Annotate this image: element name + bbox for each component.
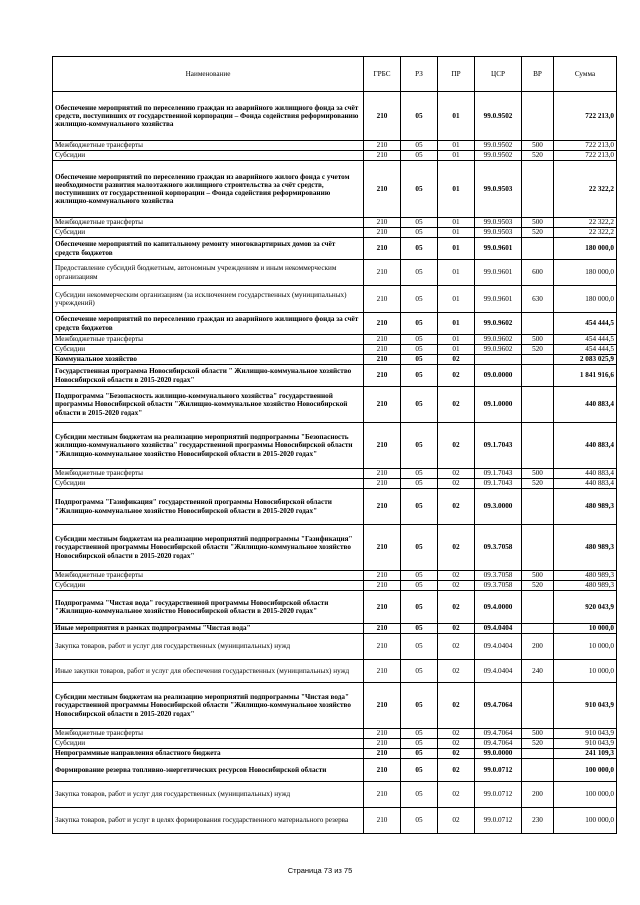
cell-name: Субсидии	[53, 151, 364, 161]
table-row	[53, 151, 617, 161]
cell-rz: 05	[401, 624, 438, 634]
cell-pr: 01	[438, 313, 475, 335]
budget-table	[52, 56, 617, 834]
cell-vr	[522, 683, 554, 729]
table-row	[53, 571, 617, 581]
cell-sum: 100 000,0	[554, 782, 617, 808]
table-row	[53, 479, 617, 489]
cell-grbs: 210	[364, 218, 401, 228]
cell-sum: 454 444,5	[554, 345, 617, 355]
cell-vr: 520	[522, 228, 554, 238]
cell-name: Субсидии	[53, 581, 364, 591]
cell-rz: 05	[401, 660, 438, 683]
table-row	[53, 660, 617, 683]
cell-vr: 500	[522, 729, 554, 739]
cell-rz: 05	[401, 228, 438, 238]
cell-pr: 02	[438, 782, 475, 808]
cell-rz: 05	[401, 571, 438, 581]
cell-grbs: 210	[364, 479, 401, 489]
table-row	[53, 749, 617, 759]
cell-csr: 09.4.0404	[475, 660, 522, 683]
cell-csr: 09.3.7058	[475, 525, 522, 571]
cell-vr: 600	[522, 260, 554, 286]
cell-rz: 05	[401, 218, 438, 228]
header-sum: Сумма	[554, 57, 617, 92]
cell-rz: 05	[401, 469, 438, 479]
cell-vr: 200	[522, 634, 554, 660]
cell-sum: 10 000,0	[554, 634, 617, 660]
cell-pr: 02	[438, 355, 475, 365]
cell-name: Субсидии местным бюджетам на реализацию мероприятий подпрограммы "Чистая вода" государственной программы Новосибирской области "Жилищно-коммунальное хозяйство Новосибирской области в 2015-2020 годах"	[53, 683, 364, 729]
cell-sum: 10 000,0	[554, 660, 617, 683]
cell-grbs: 210	[364, 141, 401, 151]
cell-pr: 01	[438, 92, 475, 141]
cell-csr: 09.4.7064	[475, 729, 522, 739]
cell-sum: 22 322,2	[554, 218, 617, 228]
table-row	[53, 782, 617, 808]
cell-vr	[522, 749, 554, 759]
table-row	[53, 387, 617, 423]
cell-sum: 910 043,9	[554, 739, 617, 749]
cell-sum: 180 000,0	[554, 286, 617, 313]
cell-vr: 520	[522, 479, 554, 489]
table-body	[53, 92, 617, 834]
cell-name: Межбюджетные трансферты	[53, 469, 364, 479]
cell-pr: 01	[438, 345, 475, 355]
table-row	[53, 365, 617, 387]
cell-name: Межбюджетные трансферты	[53, 141, 364, 151]
cell-name: Закупка товаров, работ и услуг в целях формирования государственного материального резерва	[53, 808, 364, 834]
cell-sum: 440 883,4	[554, 469, 617, 479]
cell-name: Непрограммные направления областного бюджета	[53, 749, 364, 759]
cell-pr: 01	[438, 286, 475, 313]
cell-vr	[522, 92, 554, 141]
cell-name: Обеспечение мероприятий по переселению граждан из аварийного жилого фонда с учетом необходимости развития малоэтажного жилищного строительства за счёт средств, поступивших от государственной корпорации – Фонда содействия реформированию жилищно-коммунального хозяйства	[53, 161, 364, 218]
cell-sum: 180 000,0	[554, 260, 617, 286]
cell-pr: 01	[438, 218, 475, 228]
cell-rz: 05	[401, 161, 438, 218]
cell-rz: 05	[401, 489, 438, 525]
cell-name: Закупка товаров, работ и услуг для государственных (муниципальных) нужд	[53, 634, 364, 660]
header-csr: ЦСР	[475, 57, 522, 92]
table-row	[53, 489, 617, 525]
cell-grbs: 210	[364, 161, 401, 218]
cell-rz: 05	[401, 634, 438, 660]
table-row	[53, 759, 617, 782]
table-row	[53, 581, 617, 591]
cell-csr: 09.1.7043	[475, 479, 522, 489]
cell-name: Межбюджетные трансферты	[53, 335, 364, 345]
cell-grbs: 210	[364, 335, 401, 345]
table-row	[53, 683, 617, 729]
cell-grbs: 210	[364, 151, 401, 161]
cell-vr: 630	[522, 286, 554, 313]
cell-pr: 01	[438, 238, 475, 260]
table-row	[53, 808, 617, 834]
cell-grbs: 210	[364, 345, 401, 355]
cell-name: Закупка товаров, работ и услуг для государственных (муниципальных) нужд	[53, 782, 364, 808]
cell-name: Подпрограмма "Чистая вода" государственной программы Новосибирской области "Жилищно-коммунальное хозяйство Новосибирской области в 2015-2020 годах"	[53, 591, 364, 624]
cell-vr	[522, 591, 554, 624]
cell-pr: 01	[438, 151, 475, 161]
cell-name: Подпрограмма "Безопасность жилищно-коммунального хозяйства" государственной программы Новосибирской области "Жилищно-коммунальное хозяйство Новосибирской области в 2015-2020 годах"	[53, 387, 364, 423]
cell-name: Обеспечение мероприятий по капитальному ремонту многоквартирных домов за счёт средств бюджетов	[53, 238, 364, 260]
table-row	[53, 161, 617, 218]
cell-grbs: 210	[364, 238, 401, 260]
cell-rz: 05	[401, 286, 438, 313]
page-footer: Страница 73 из 75	[287, 866, 353, 875]
cell-sum: 100 000,0	[554, 808, 617, 834]
cell-pr: 02	[438, 634, 475, 660]
cell-rz: 05	[401, 683, 438, 729]
cell-pr: 02	[438, 759, 475, 782]
cell-sum: 2 083 025,9	[554, 355, 617, 365]
table-row	[53, 634, 617, 660]
header-rz: РЗ	[401, 57, 438, 92]
cell-csr: 99.0.9601	[475, 238, 522, 260]
cell-pr: 02	[438, 683, 475, 729]
table-row	[53, 423, 617, 469]
cell-name: Субсидии местным бюджетам на реализацию мероприятий подпрограммы "Газификация" государственной программы Новосибирской области "Жилищно-коммунальное хозяйство Новосибирской области в 2015-2020 годах"	[53, 525, 364, 571]
cell-grbs: 210	[364, 489, 401, 525]
cell-pr: 02	[438, 624, 475, 634]
table-row	[53, 739, 617, 749]
cell-sum: 10 000,0	[554, 624, 617, 634]
cell-csr	[475, 355, 522, 365]
cell-vr: 520	[522, 345, 554, 355]
cell-pr: 02	[438, 660, 475, 683]
cell-pr: 02	[438, 571, 475, 581]
cell-csr: 09.4.7064	[475, 683, 522, 729]
cell-sum: 480 989,3	[554, 581, 617, 591]
cell-pr: 02	[438, 469, 475, 479]
cell-vr	[522, 489, 554, 525]
cell-sum: 480 989,3	[554, 571, 617, 581]
cell-name: Межбюджетные трансферты	[53, 571, 364, 581]
cell-pr: 01	[438, 161, 475, 218]
cell-pr: 01	[438, 141, 475, 151]
cell-name: Иные мероприятия в рамках подпрограммы "Чистая вода"	[53, 624, 364, 634]
cell-grbs: 210	[364, 591, 401, 624]
cell-rz: 05	[401, 238, 438, 260]
cell-name: Субсидии	[53, 228, 364, 238]
cell-grbs: 210	[364, 660, 401, 683]
cell-rz: 05	[401, 581, 438, 591]
cell-rz: 05	[401, 729, 438, 739]
cell-grbs: 210	[364, 92, 401, 141]
cell-rz: 05	[401, 335, 438, 345]
cell-rz: 05	[401, 479, 438, 489]
cell-csr: 99.0.9601	[475, 286, 522, 313]
table-row	[53, 313, 617, 335]
cell-pr: 02	[438, 479, 475, 489]
cell-csr: 99.0.0000	[475, 749, 522, 759]
cell-pr: 02	[438, 808, 475, 834]
table-row	[53, 525, 617, 571]
cell-sum: 241 109,3	[554, 749, 617, 759]
cell-csr: 09.1.7043	[475, 423, 522, 469]
table-row	[53, 591, 617, 624]
cell-grbs: 210	[364, 739, 401, 749]
header-row	[53, 57, 617, 92]
cell-sum: 910 043,9	[554, 683, 617, 729]
cell-sum: 1 841 916,6	[554, 365, 617, 387]
cell-grbs: 210	[364, 729, 401, 739]
cell-vr	[522, 161, 554, 218]
cell-sum: 722 213,0	[554, 151, 617, 161]
header-pr: ПР	[438, 57, 475, 92]
cell-rz: 05	[401, 141, 438, 151]
cell-vr	[522, 525, 554, 571]
cell-csr: 99.0.9503	[475, 161, 522, 218]
cell-rz: 05	[401, 355, 438, 365]
table-row	[53, 624, 617, 634]
cell-vr: 500	[522, 141, 554, 151]
cell-name: Подпрограмма "Газификация" государственной программы Новосибирской области "Жилищно-коммунальное хозяйство Новосибирской области в 2015-2020 годах"	[53, 489, 364, 525]
cell-sum: 722 213,0	[554, 141, 617, 151]
cell-csr: 09.4.0000	[475, 591, 522, 624]
cell-rz: 05	[401, 808, 438, 834]
cell-vr: 240	[522, 660, 554, 683]
cell-sum: 480 989,3	[554, 489, 617, 525]
cell-name: Предоставление субсидий бюджетным, автономным учреждениям и иным некоммерческим организациям	[53, 260, 364, 286]
cell-csr: 99.0.9602	[475, 345, 522, 355]
cell-csr: 99.0.9502	[475, 92, 522, 141]
cell-csr: 99.0.9502	[475, 141, 522, 151]
cell-rz: 05	[401, 151, 438, 161]
cell-rz: 05	[401, 525, 438, 571]
cell-rz: 05	[401, 759, 438, 782]
cell-grbs: 210	[364, 808, 401, 834]
cell-grbs: 210	[364, 624, 401, 634]
cell-grbs: 210	[364, 469, 401, 479]
cell-grbs: 210	[364, 228, 401, 238]
cell-name: Субсидии	[53, 345, 364, 355]
cell-pr: 02	[438, 423, 475, 469]
cell-vr: 500	[522, 335, 554, 345]
cell-grbs: 210	[364, 782, 401, 808]
cell-sum: 722 213,0	[554, 92, 617, 141]
cell-name: Субсидии местным бюджетам на реализацию мероприятий подпрограммы "Безопасность жилищно-коммунального хозяйства" государственной программы Новосибирской области "Жилищно-коммунальное хозяйство Новосибирской области в 2015-2020 годах"	[53, 423, 364, 469]
table-row	[53, 469, 617, 479]
cell-grbs: 210	[364, 525, 401, 571]
cell-name: Коммунальное хозяйство	[53, 355, 364, 365]
cell-grbs: 210	[364, 355, 401, 365]
cell-vr: 500	[522, 469, 554, 479]
cell-rz: 05	[401, 92, 438, 141]
cell-sum: 22 322,2	[554, 161, 617, 218]
cell-pr: 02	[438, 749, 475, 759]
header-grbs: ГРБС	[364, 57, 401, 92]
cell-grbs: 210	[364, 387, 401, 423]
cell-pr: 02	[438, 739, 475, 749]
cell-csr: 99.0.9602	[475, 335, 522, 345]
cell-rz: 05	[401, 782, 438, 808]
table-row	[53, 238, 617, 260]
table-row	[53, 345, 617, 355]
cell-grbs: 210	[364, 423, 401, 469]
cell-vr	[522, 624, 554, 634]
table-row	[53, 92, 617, 141]
cell-sum: 454 444,5	[554, 313, 617, 335]
cell-pr: 02	[438, 591, 475, 624]
cell-vr: 520	[522, 739, 554, 749]
cell-csr: 09.3.0000	[475, 489, 522, 525]
cell-vr: 500	[522, 218, 554, 228]
cell-rz: 05	[401, 739, 438, 749]
cell-vr: 520	[522, 151, 554, 161]
cell-name: Государственная программа Новосибирской области " Жилищно-коммунальное хозяйство Новосибирской области в 2015-2020 годах"	[53, 365, 364, 387]
cell-csr: 99.0.9503	[475, 218, 522, 228]
cell-vr	[522, 423, 554, 469]
cell-grbs: 210	[364, 571, 401, 581]
cell-csr: 09.3.7058	[475, 571, 522, 581]
cell-rz: 05	[401, 423, 438, 469]
cell-rz: 05	[401, 365, 438, 387]
cell-grbs: 210	[364, 749, 401, 759]
cell-csr: 99.0.9602	[475, 313, 522, 335]
cell-pr: 02	[438, 729, 475, 739]
cell-vr: 230	[522, 808, 554, 834]
cell-grbs: 210	[364, 581, 401, 591]
cell-name: Межбюджетные трансферты	[53, 729, 364, 739]
table-row	[53, 335, 617, 345]
cell-vr	[522, 365, 554, 387]
cell-grbs: 210	[364, 313, 401, 335]
cell-pr: 02	[438, 525, 475, 571]
cell-sum: 440 883,4	[554, 423, 617, 469]
cell-grbs: 210	[364, 759, 401, 782]
cell-pr: 02	[438, 489, 475, 525]
cell-csr: 09.1.0000	[475, 387, 522, 423]
cell-csr: 99.0.9601	[475, 260, 522, 286]
cell-grbs: 210	[364, 365, 401, 387]
cell-grbs: 210	[364, 286, 401, 313]
cell-csr: 09.4.0404	[475, 634, 522, 660]
cell-csr: 99.0.0712	[475, 782, 522, 808]
cell-pr: 02	[438, 387, 475, 423]
cell-rz: 05	[401, 345, 438, 355]
cell-csr: 09.1.7043	[475, 469, 522, 479]
cell-vr	[522, 238, 554, 260]
cell-rz: 05	[401, 313, 438, 335]
cell-grbs: 210	[364, 634, 401, 660]
cell-vr: 200	[522, 782, 554, 808]
cell-pr: 01	[438, 335, 475, 345]
table-row	[53, 286, 617, 313]
cell-name: Субсидии некоммерческим организациям (за исключением государственных (муниципальных) учреждений)	[53, 286, 364, 313]
table-row	[53, 228, 617, 238]
table-row	[53, 355, 617, 365]
cell-sum: 440 883,4	[554, 387, 617, 423]
cell-csr: 99.0.9502	[475, 151, 522, 161]
cell-csr: 09.4.0404	[475, 624, 522, 634]
cell-name: Иные закупки товаров, работ и услуг для обеспечения государственных (муниципальных) нужд	[53, 660, 364, 683]
header-vr: ВР	[522, 57, 554, 92]
cell-sum: 440 883,4	[554, 479, 617, 489]
cell-name: Обеспечение мероприятий по переселению граждан из аварийного жилищного фонда за счёт средств, поступивших от государственной корпорации – Фонда содействия реформированию жилищно-коммунального хозяйства	[53, 92, 364, 141]
cell-sum: 454 444,5	[554, 335, 617, 345]
header-name: Наименование	[53, 57, 364, 92]
cell-vr	[522, 313, 554, 335]
cell-sum: 180 000,0	[554, 238, 617, 260]
cell-rz: 05	[401, 260, 438, 286]
cell-csr: 99.0.0712	[475, 808, 522, 834]
cell-pr: 01	[438, 260, 475, 286]
cell-name: Субсидии	[53, 739, 364, 749]
cell-pr: 01	[438, 228, 475, 238]
cell-csr: 99.0.0712	[475, 759, 522, 782]
cell-csr: 99.0.9503	[475, 228, 522, 238]
cell-rz: 05	[401, 387, 438, 423]
cell-sum: 22 322,2	[554, 228, 617, 238]
cell-name: Формирование резерва топливно-энергетических ресурсов Новосибирской области	[53, 759, 364, 782]
cell-rz: 05	[401, 749, 438, 759]
table-row	[53, 141, 617, 151]
cell-vr: 520	[522, 581, 554, 591]
cell-sum: 910 043,9	[554, 729, 617, 739]
table-row	[53, 218, 617, 228]
cell-vr: 500	[522, 571, 554, 581]
cell-vr	[522, 355, 554, 365]
cell-name: Межбюджетные трансферты	[53, 218, 364, 228]
table-row	[53, 260, 617, 286]
cell-grbs: 210	[364, 260, 401, 286]
cell-sum: 100 000,0	[554, 759, 617, 782]
cell-name: Субсидии	[53, 479, 364, 489]
cell-vr	[522, 387, 554, 423]
cell-sum: 920 043,9	[554, 591, 617, 624]
cell-pr: 02	[438, 581, 475, 591]
cell-pr: 02	[438, 365, 475, 387]
cell-csr: 09.0.0000	[475, 365, 522, 387]
cell-rz: 05	[401, 591, 438, 624]
cell-csr: 09.4.7064	[475, 739, 522, 749]
cell-vr	[522, 759, 554, 782]
cell-sum: 480 989,3	[554, 525, 617, 571]
table-row	[53, 729, 617, 739]
cell-name: Обеспечение мероприятий по переселению граждан из аварийного жилищного фонда за счёт средств бюджетов	[53, 313, 364, 335]
cell-grbs: 210	[364, 683, 401, 729]
cell-csr: 09.3.7058	[475, 581, 522, 591]
